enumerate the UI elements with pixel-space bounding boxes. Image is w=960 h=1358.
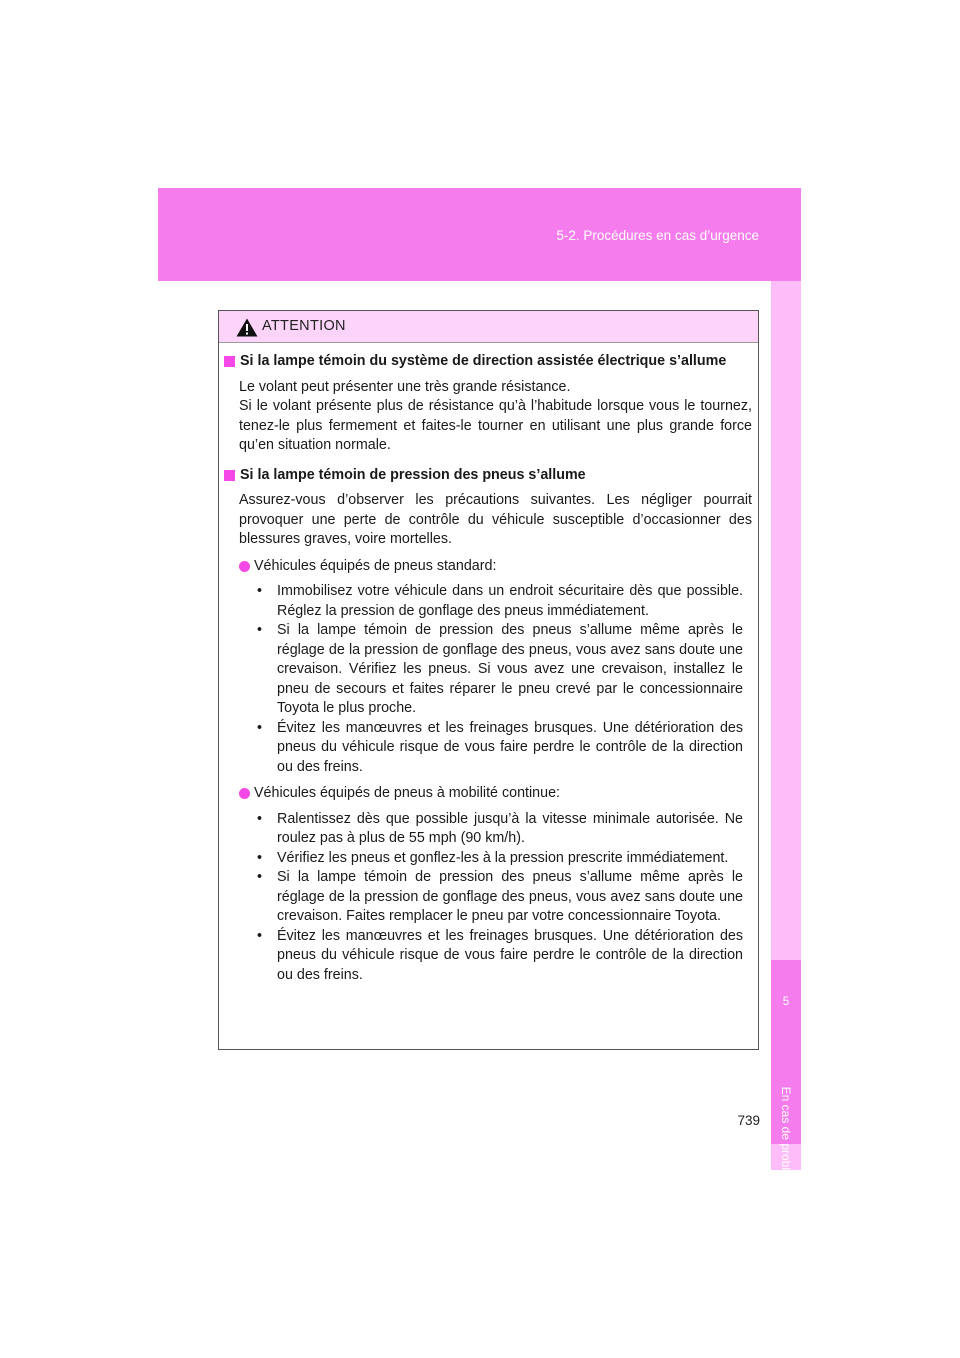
paragraph-line: Si le volant présente plus de résistance qu’à l’habitude lorsque vous le tournez, tenez-le plus fermement et faites-le tourner en utilisant une plus grande force qu’en situation normale. [239,398,752,453]
subsection-title-text: Véhicules équipés de pneus standard: [254,557,497,574]
section-heading-text: Si la lampe témoin de pression des pneus s’allume [240,466,586,483]
page-number: 739 [737,1113,760,1128]
bullet-dot-icon: • [257,583,263,599]
circle-bullet-icon [239,788,250,799]
section-heading [219,466,758,486]
header-band [158,188,801,281]
bullet-list [219,810,758,986]
list-item [219,621,758,719]
square-bullet-icon [224,470,235,481]
list-item [219,927,758,986]
warning-title: ATTENTION [262,318,346,334]
list-item-text: Ralentissez dès que possible jusqu’à la vitesse minimale autorisée. Ne roulez pas à plus de 55 mph (90 km/h). [277,810,743,846]
bullet-dot-icon: • [257,869,263,885]
subsection-title-text: Véhicules équipés de pneus à mobilité continue: [254,785,561,801]
list-item-text: Évitez les manœuvres et les freinages brusques. Une détérioration des pneus du véhicule risque de vous faire perdre le contrôle de la direction ou des freins. [277,719,743,775]
list-item-text: Évitez les manœuvres et les freinages brusques. Une détérioration des pneus du véhicule risque de vous faire perdre le contrôle de la direction ou des freins. [277,927,743,983]
subsection-title [219,557,758,577]
list-item-text: Vérifiez les pneus et gonflez-les à la pression prescrite immédiatement. [277,849,729,866]
bullet-dot-icon: • [257,927,263,944]
bullet-dot-icon: • [257,849,263,866]
bullet-dot-icon: • [257,622,263,638]
chapter-title-text: En cas de problème [779,1086,793,1194]
list-item [219,810,758,849]
warning-triangle-icon [236,318,258,337]
chapter-number: 5 [782,996,790,1008]
paragraph-line: Le volant peut présenter une très grande résistance. [239,378,571,395]
list-item-text: Si la lampe témoin de pression des pneus s’allume même après le réglage de la pression de gonflage des pneus, vous avez sans doute une crevaison. Vérifiez les pneus. Si vous avez une crevaison, installez le pneu de secours et faites réparer le pneu crevé par le concessionnaire Toyota le plus proche. [277,622,743,716]
paragraph-text: Assurez-vous d’observer les précautions suivantes. Les négliger pourrait provoquer une perte de contrôle du véhicule susceptible d’occasionner des blessures graves, voire mortelles. [239,492,752,547]
section-heading [219,352,758,372]
chapter-title [776,1060,796,1220]
section-title: 5-2. Procédures en cas d’urgence [556,228,759,243]
paragraph [219,378,758,456]
warning-header [219,311,758,343]
subsection-title [219,784,758,804]
square-bullet-icon [224,356,235,367]
bullet-dot-icon: • [257,810,263,827]
list-item-text: Immobilisez votre véhicule dans un endroit sécuritaire dès que possible. Réglez la pression de gonflage des pneus immédiatement. [277,583,743,619]
circle-bullet-icon [239,561,250,572]
warning-box [218,310,759,1050]
bullet-dot-icon: • [257,719,263,736]
list-item [219,868,758,927]
list-item [219,719,758,778]
list-item-text: Si la lampe témoin de pression des pneus s’allume même après le réglage de la pression de gonflage des pneus, vous avez sans doute une crevaison. Faites remplacer le pneu par votre concessionnaire Toyota. [277,869,743,924]
list-item [219,849,758,869]
warning-content [219,342,758,985]
section-heading-text: Si la lampe témoin du système de direction assistée électrique s’allume [240,353,727,369]
bullet-list [219,582,758,777]
paragraph [219,491,758,550]
chapter-number-holder [771,281,801,1170]
list-item [219,582,758,621]
